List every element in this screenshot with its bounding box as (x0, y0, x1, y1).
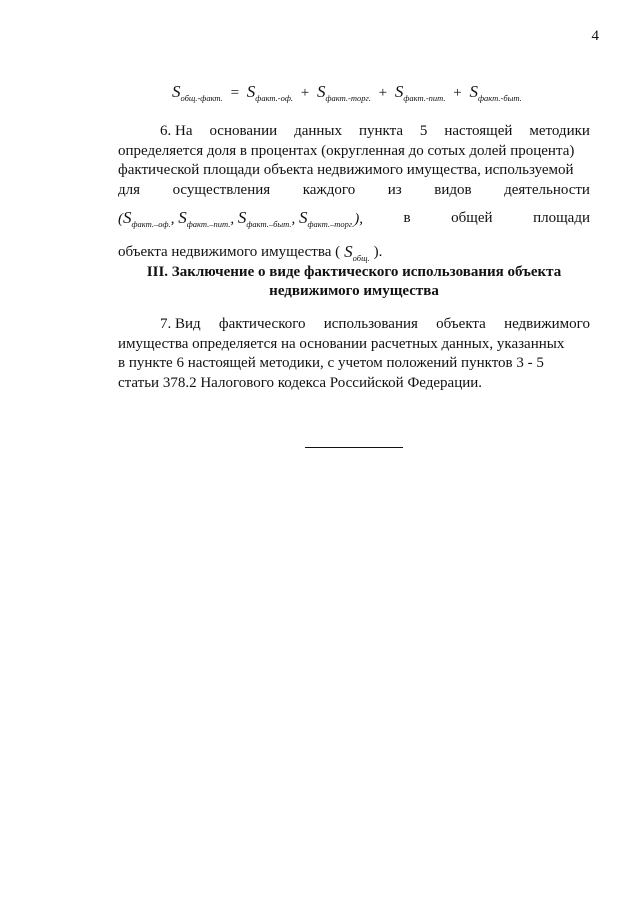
end-rule (305, 447, 403, 448)
word: объекта (436, 316, 486, 332)
word: данных (294, 123, 342, 139)
word: деятельности (504, 181, 590, 198)
formula-plus-1: + (300, 85, 310, 101)
text: ). (373, 244, 383, 260)
formula-equals: = (230, 85, 240, 101)
paragraph-6-line-3: фактической площади объекта недвижимого имущества, используемой (118, 162, 574, 178)
word: каждого (302, 181, 356, 198)
word: настоящей (444, 123, 513, 139)
subscript: факт.–быт. (246, 219, 292, 229)
paragraph-6-line-5 (118, 206, 590, 236)
word: методики (529, 123, 590, 139)
word: основании (209, 123, 278, 139)
word: в (403, 210, 411, 226)
paragraph-7-line-3: в пункте 6 настоящей методики, с учетом положений пунктов 3 - 5 (118, 355, 544, 371)
text: объекта недвижимого имущества ( (118, 244, 341, 260)
area-formula: $S_{общ.-факт.} = S_{факт.-оф.} + S_{факт.-торг.} + S_{факт.-пит.} + S_{факт.-быт.}$ (172, 82, 522, 103)
paragraph-6-line-4 (118, 181, 590, 201)
subscript: общ. (352, 253, 370, 263)
formula-term-4: факт.-быт. (478, 93, 522, 103)
word: фактического (218, 316, 306, 332)
word: видов (434, 181, 472, 198)
formula-lhs-subscript: общ.-факт. (180, 93, 223, 103)
total-area-symbol: $S_{общ.}$ (344, 242, 370, 263)
word: 7. Вид (160, 316, 201, 332)
word: из (387, 181, 402, 198)
heading-line-2: недвижимого имущества (269, 283, 439, 299)
paragraph-7 (118, 315, 590, 393)
section-heading (118, 263, 590, 301)
word: пункта (358, 123, 403, 139)
subscript: факт.–пит. (186, 219, 231, 229)
paragraph-7-line-2: имущества определяется на основании расчетных данных, указанных (118, 335, 565, 352)
page-number: 4 (591, 28, 599, 44)
word: использования (323, 316, 418, 332)
paragraph-7-line-1 (118, 315, 590, 335)
formula-plus-3: + (453, 85, 462, 101)
formula-term-3: факт.-пит. (403, 93, 446, 103)
heading-line-1: III. Заключение о виде фактического использования объекта (146, 264, 562, 280)
word: площади (533, 210, 590, 226)
paragraph-6-line-2: определяется доля в процентах (округленная до сотых долей процента) (118, 142, 575, 159)
activity-area-list: ($S_{факт.-оф.}$, $S_{факт.-пит.}$, $S_{факт.-быт.}$, $S_{факт.-торг.}$), (118, 208, 363, 229)
subscript: факт.–торг. (307, 219, 355, 229)
subscript: факт.–оф. (131, 219, 171, 229)
paragraph-7-line-4: статьи 378.2 Налогового кодекса Российской Федерации. (118, 374, 483, 391)
word: 6. На (160, 123, 193, 139)
word: 5 (419, 123, 428, 139)
word: для (118, 181, 141, 198)
word: общей (451, 210, 493, 226)
formula-term-2: факт.-торг. (325, 93, 371, 103)
formula-term-1: факт.-оф. (255, 93, 294, 103)
formula-plus-2: + (378, 85, 388, 101)
word: недвижимого (504, 316, 590, 332)
paragraph-6-line-1 (118, 122, 590, 142)
paragraph-6 (118, 122, 590, 270)
word: осуществления (172, 181, 271, 198)
